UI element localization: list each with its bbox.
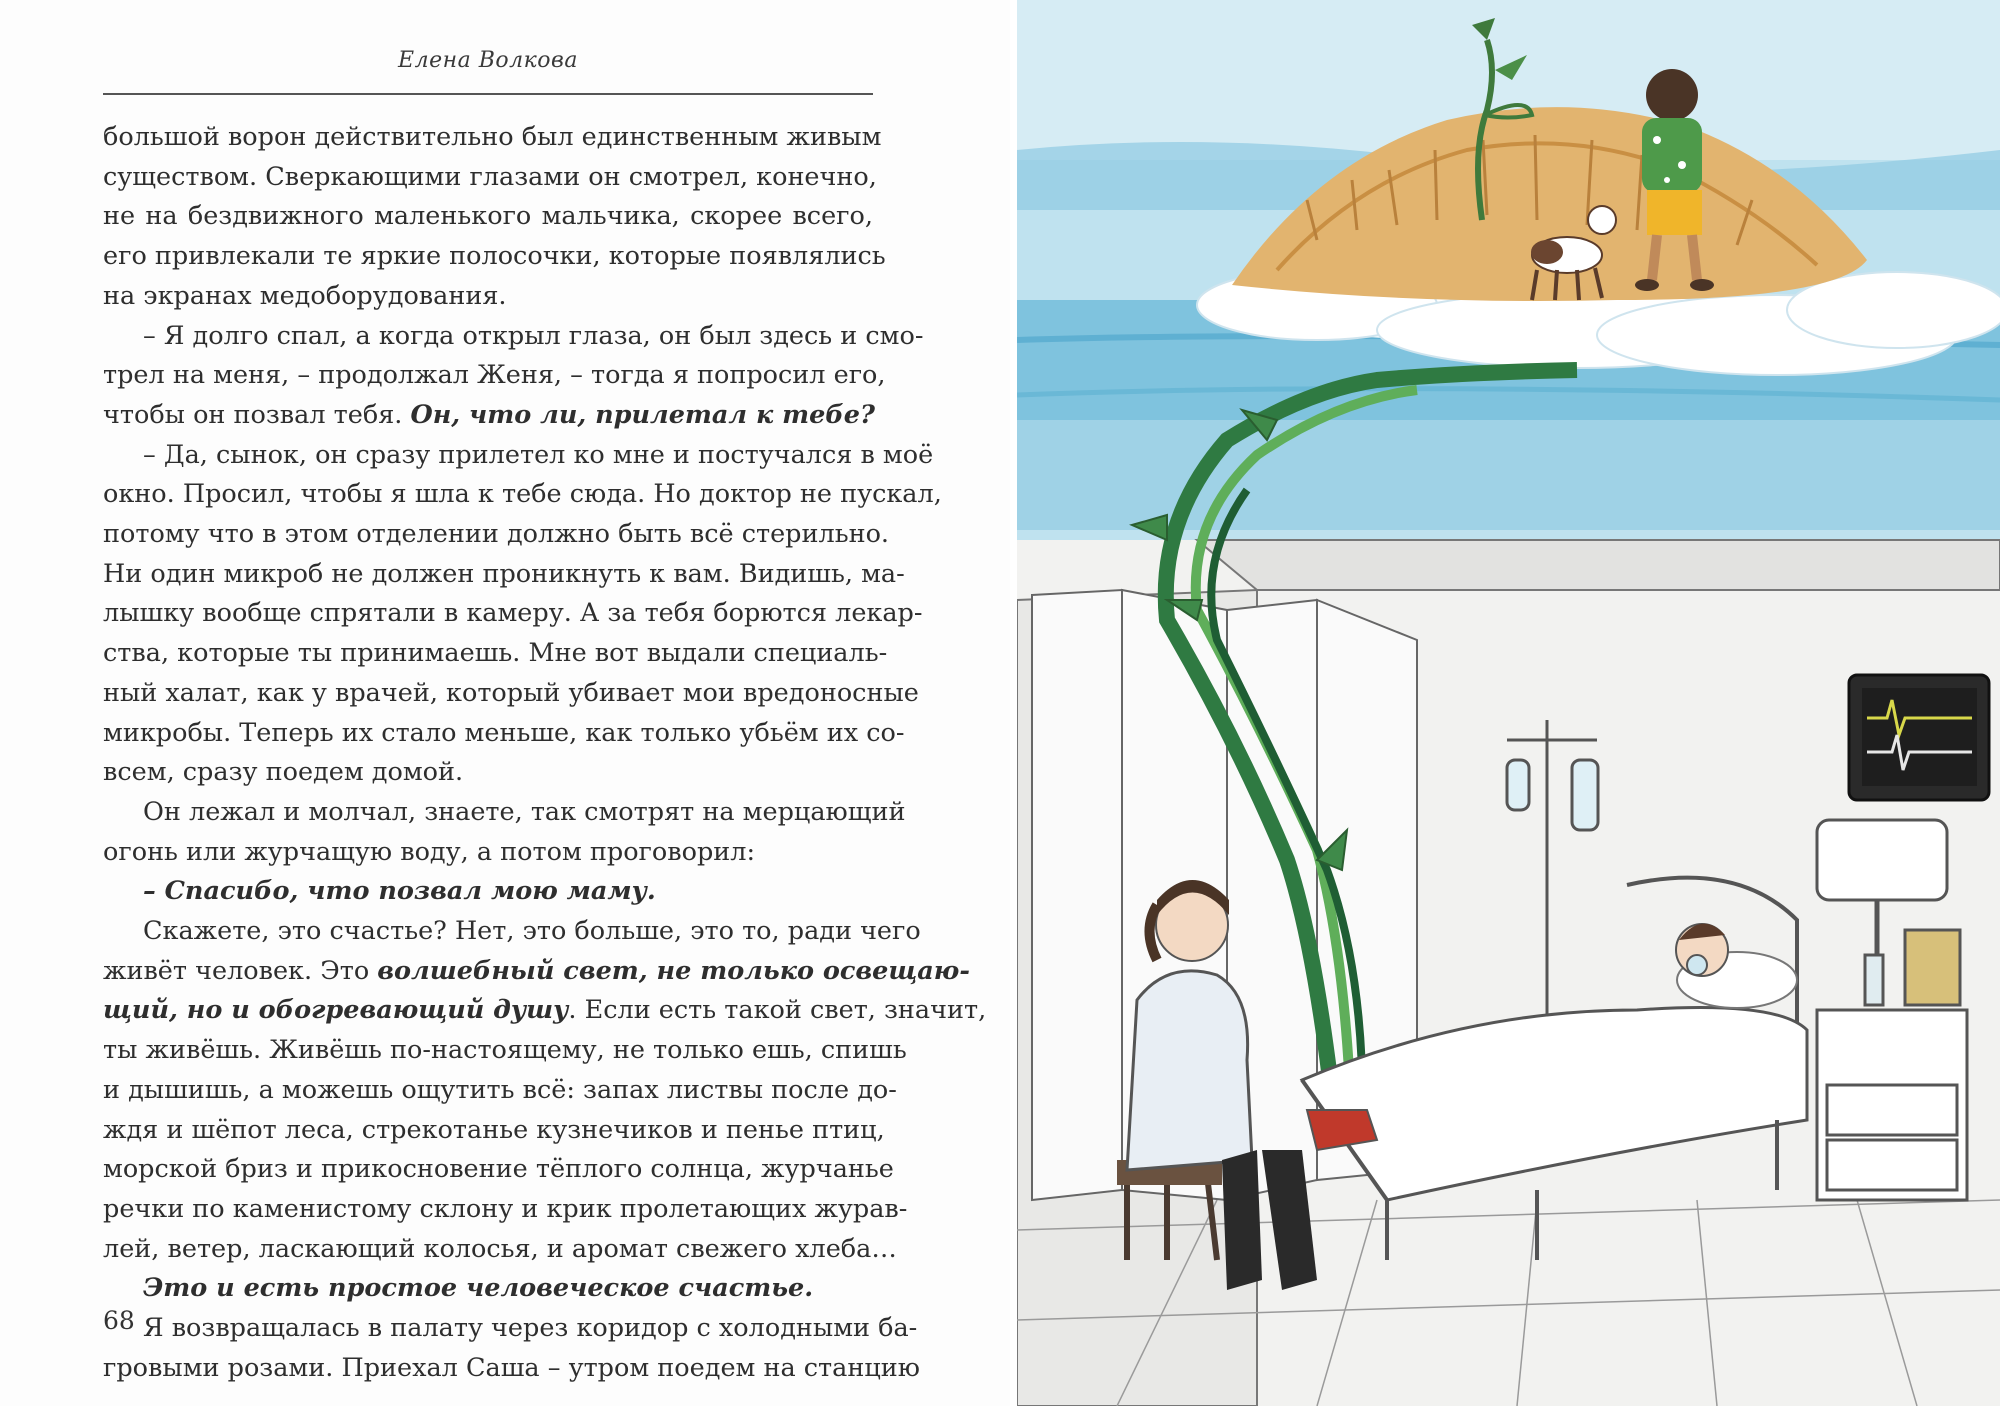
emphasis-text: Он, что ли, прилетал к тебе? — [410, 399, 875, 430]
text-line — [103, 277, 873, 317]
line-text: живёт человек. Это — [103, 955, 378, 986]
line-text: не на бездвижного маленького мальчика, скорее всего, — [103, 201, 873, 232]
text-line — [103, 714, 905, 754]
text-line — [103, 594, 923, 634]
text-line — [103, 396, 873, 436]
page-number: 68 — [103, 1306, 135, 1335]
line-text: лышку вообще спрятали в камеру. А за тебя борются лекар- — [103, 598, 923, 629]
line-text: ный халат, как у врачей, который убивает мои вредоносные — [103, 677, 919, 708]
text-line — [103, 1230, 897, 1270]
text-line — [103, 1031, 907, 1071]
emphasis-text: щий, но и обогревающий душу — [103, 995, 569, 1026]
text-line — [103, 436, 934, 476]
text-line — [103, 912, 921, 952]
text-line — [103, 1190, 908, 1230]
text-line — [103, 237, 886, 277]
line-text: потому что в этом отделении должно быть всё стерильно. — [103, 519, 890, 550]
line-text: его привлекали те яркие полосочки, которые появлялись — [103, 241, 886, 272]
text-line — [103, 158, 877, 198]
line-text: – Спасибо, что позвал мою маму. — [143, 876, 656, 907]
line-text: чтобы он позвал тебя. — [103, 399, 411, 430]
line-text: речки по каменистому склону и крик пролетающих журав- — [103, 1193, 908, 1224]
emphasis-text: волшебный свет, не только освещаю- — [377, 955, 970, 986]
line-text: окно. Просил, чтобы я шла к тебе сюда. Но доктор не пускал, — [103, 479, 942, 510]
line-text: . Если есть такой свет, значит, — [568, 995, 987, 1026]
text-line — [103, 515, 890, 555]
line-text: большой ворон действительно был единственным живым — [103, 122, 882, 152]
line-text: лей, ветер, ласкающий колосья, и аромат свежего хлеба… — [103, 1233, 897, 1264]
text-line — [103, 674, 919, 714]
line-text: ты живёшь. Живёшь по-настоящему, не только ешь, спишь — [103, 1035, 907, 1066]
line-text: трел на меня, – продолжал Женя, – тогда я попросил его, — [103, 360, 886, 391]
illustration — [1017, 0, 2000, 1406]
text-line — [103, 952, 970, 992]
text-line — [103, 753, 873, 793]
text-line — [103, 1349, 920, 1389]
line-text: Он лежал и молчал, знаете, так смотрят на мерцающий — [143, 796, 906, 827]
line-text: гровыми розами. Приехал Саша – утром поедем на станцию — [103, 1352, 920, 1383]
body-text — [103, 118, 987, 1389]
line-text: морской бриз и прикосновение тёплого солнца, журчанье — [103, 1154, 894, 1185]
line-text: существом. Сверкающими глазами он смотрел, конечно, — [103, 161, 877, 192]
text-line — [103, 1071, 897, 1111]
line-text: огонь или журчащую воду, а потом проговорил: — [103, 836, 756, 867]
line-text: ства, которые ты принимаешь. Мне вот выдали специаль- — [103, 638, 888, 669]
line-text: всем, сразу поедем домой. — [103, 757, 464, 788]
text-line — [103, 555, 905, 595]
header-rule — [103, 93, 873, 95]
text-line — [103, 317, 924, 357]
text-line — [103, 197, 873, 237]
illustration-page — [1017, 0, 2000, 1406]
text-line — [103, 833, 873, 873]
text-line — [103, 118, 882, 158]
line-text: Скажете, это счастье? Нет, это больше, это то, ради чего — [143, 916, 921, 947]
line-text: Это и есть простое человеческое счастье. — [143, 1273, 814, 1304]
line-text: микробы. Теперь их стало меньше, как только убьём их со- — [103, 717, 905, 748]
line-text: – Да, сынок, он сразу прилетел ко мне и постучался в моё — [143, 439, 934, 470]
text-line — [103, 991, 987, 1031]
running-head: Елена Волкова — [398, 48, 578, 73]
text-line — [103, 634, 888, 674]
text-line — [103, 1111, 885, 1151]
text-line — [103, 793, 906, 833]
text-line — [103, 1309, 918, 1349]
line-text: и дышишь, а можешь ощутить всё: запах листвы после до- — [103, 1074, 897, 1105]
text-line — [103, 1150, 894, 1190]
line-text: – Я долго спал, а когда открыл глаза, он был здесь и смо- — [143, 320, 924, 351]
text-line — [103, 872, 873, 912]
text-line — [103, 475, 942, 515]
line-text: Я возвращалась в палату через коридор с холодными ба- — [143, 1313, 918, 1344]
line-text: на экранах медоборудования. — [103, 280, 507, 311]
text-line — [103, 356, 886, 396]
text-line — [103, 1269, 873, 1309]
line-text: ждя и шёпот леса, стрекотанье кузнечиков и пенье птиц, — [103, 1114, 885, 1145]
line-text: Ни один микроб не должен проникнуть к вам. Видишь, ма- — [103, 558, 905, 589]
